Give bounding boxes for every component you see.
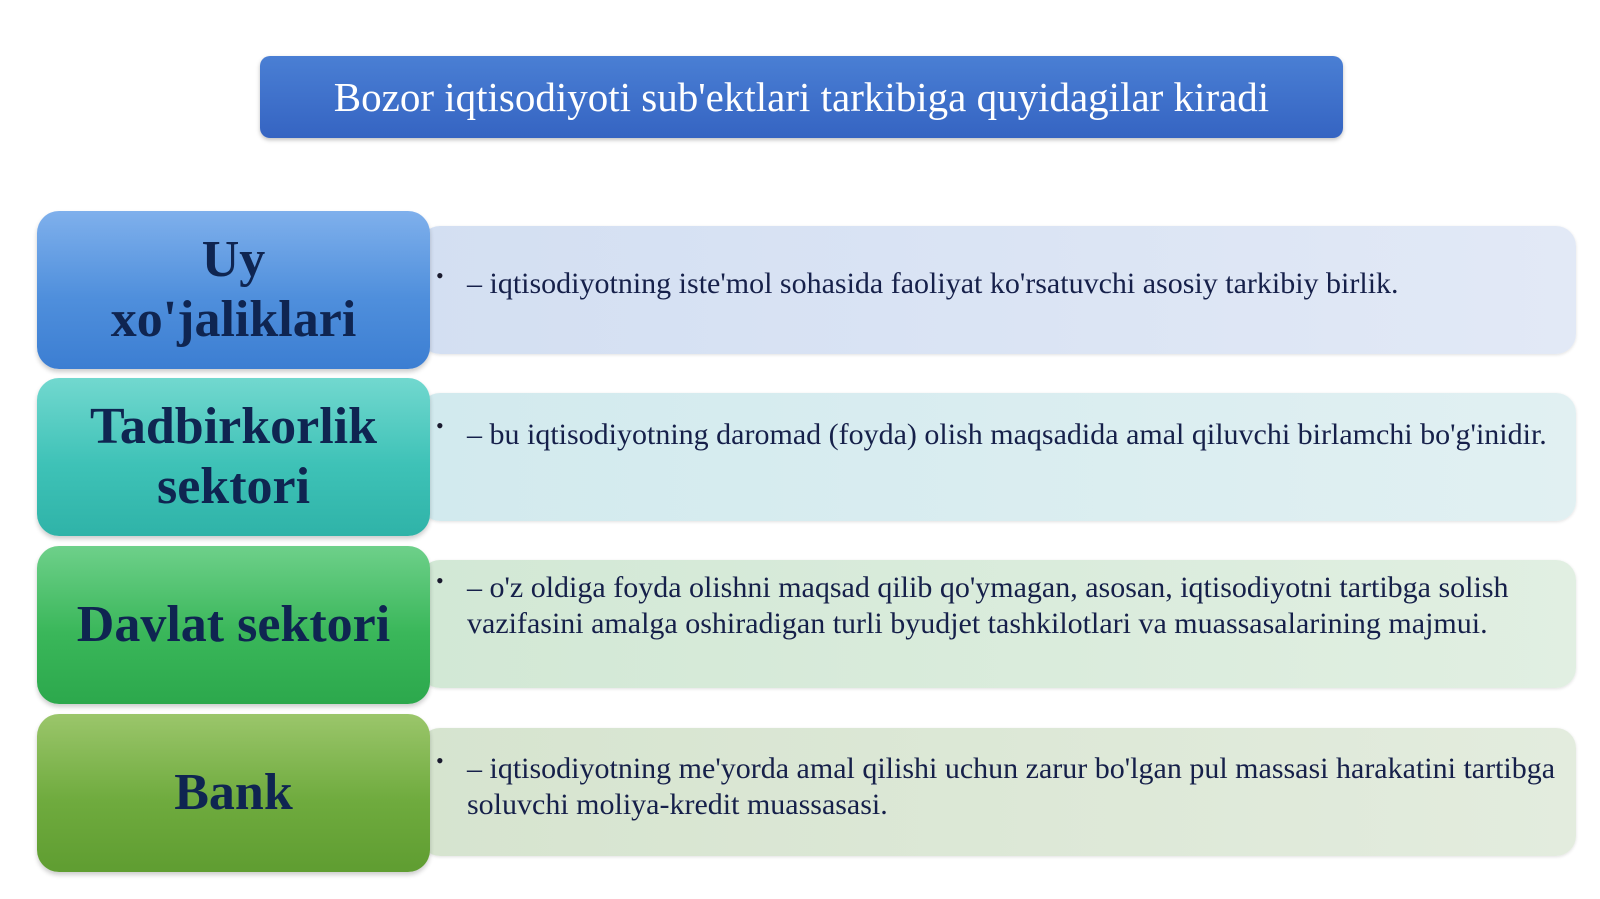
description-box-business (420, 393, 1576, 521)
label-government-line1: Davlat sektori (76, 596, 391, 653)
slide-title-text: Bozor iqtisodiyoti sub'ektlari tarkibiga quyidagilar kiradi (333, 74, 1270, 120)
description-text-households: – iqtisodiyotning iste'mol sohasida faoliyat ko'rsatuvchi asosiy tarkibiy birlik. (467, 267, 1399, 300)
label-business-line1: Tadbirkorlik (89, 398, 378, 455)
description-box-households (420, 226, 1576, 354)
label-households (37, 211, 430, 369)
label-households-line2: xo'jaliklari (110, 291, 357, 348)
description-text-bank: – iqtisodiyotning me'yorda amal qilishi uchun zarur bo'lgan pul massasi harakatini tartibga soluvchi moliya-kredit muassasasi. (467, 752, 1556, 821)
label-households-line1: Uy (201, 231, 266, 288)
description-text-business: – bu iqtisodiyotning daromad (foyda) olish maqsadida amal qiluvchi birlamchi bo'g'inidir. (467, 418, 1547, 451)
label-bank-line1: Bank (174, 764, 293, 821)
label-business-line2: sektori (156, 458, 311, 515)
label-bank (37, 714, 430, 872)
bullet: • (436, 568, 444, 593)
bullet: • (436, 263, 444, 288)
bullet: • (436, 413, 444, 438)
label-government (37, 546, 430, 704)
slide-title (260, 56, 1343, 138)
description-text-government: – o'z oldiga foyda olishni maqsad qilib qo'ymagan, asosan, iqtisodiyotni tartibga solish vazifasini amalga oshiradigan turli byudjet tashkilotlari va muassasalarining majmui. (467, 571, 1509, 640)
bullet: • (436, 748, 444, 773)
label-business (37, 378, 430, 536)
description-box-government (420, 560, 1576, 688)
description-box-bank (420, 728, 1576, 856)
